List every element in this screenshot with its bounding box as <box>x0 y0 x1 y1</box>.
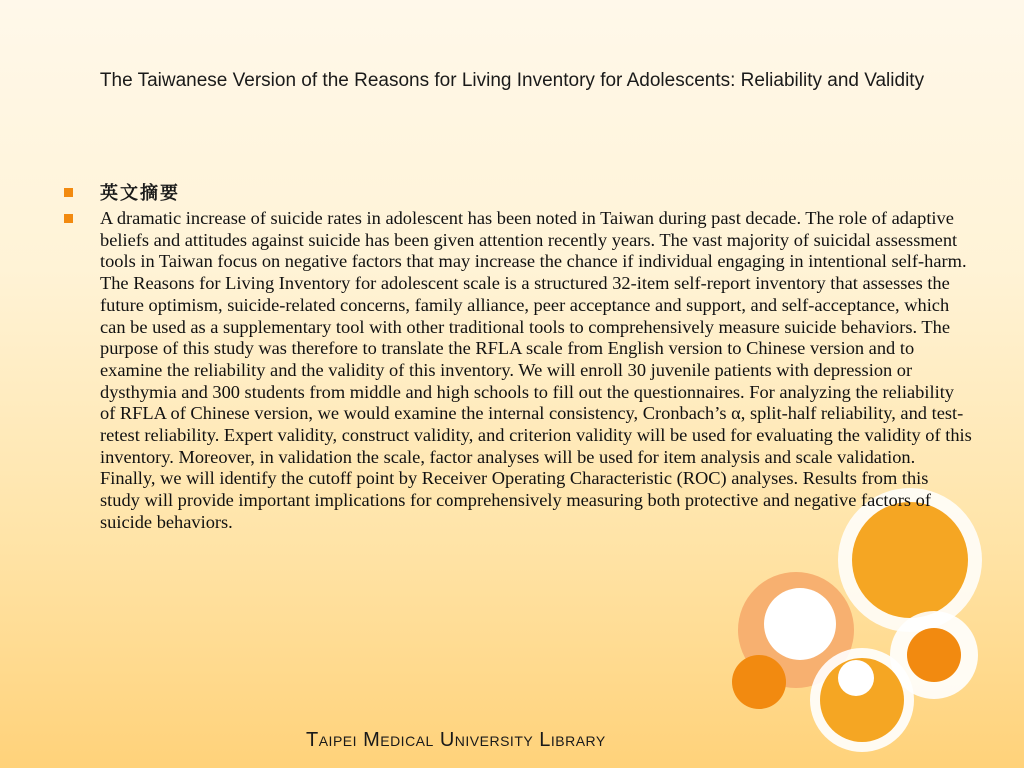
slide-title: The Taiwanese Version of the Reasons for Living Inventory for Adolescents: Reliability and Validity <box>99 70 925 91</box>
bullet-square-icon <box>64 214 73 223</box>
bullet-item-abstract <box>62 208 972 534</box>
abstract-text: A dramatic increase of suicide rates in adolescent has been noted in Taiwan during past decade. The role of adaptive beliefs and attitudes against suicide has been given attention recently years. The vast majority of suicidal assessment tools in Taiwan focus on negative factors that may increase the chance if individual engaging in intentional self-harm. The Reasons for Living Inventory for adolescent scale is a structured 32-item self-report inventory that assesses the future optimism, suicide-related concerns, family alliance, peer acceptance and support, and self-acceptance, which can be used as a supplementary tool with other traditional tools to comprehensively measure suicide behaviors. The purpose of this study was therefore to translate the RFLA scale from English version to Chinese version and to examine the reliability and the validity of this inventory. We will enroll 30 juvenile patients with depression or dysthymia and 300 students from middle and high schools to fill out the questionnaires. For analyzing the reliability of RFLA of Chinese version, we would examine the internal consistency, Cronbach’s α, split-half reliability, and test-retest reliability. Expert validity, construct validity, and criterion validity will be used for evaluating the validity of this inventory. Moreover, in validation the scale, factor analyses will be used for item analysis and scale validation. Finally, we will identify the cutoff point by Receiver Operating Characteristic (ROC) analyses. Results from this study will provide important implications for comprehensively measuring both protective and negative factors of suicide behaviors. <box>100 208 972 532</box>
decor-circle-orange-small <box>732 655 786 709</box>
bullet-item-heading <box>62 182 972 206</box>
bullet-square-icon <box>64 188 73 197</box>
bullet-list <box>62 182 972 536</box>
footer-library-name: Taipei Medical University Library <box>306 729 606 751</box>
decor-circle-orange-right <box>907 628 961 682</box>
decor-circle-white-center <box>764 588 836 660</box>
decor-circle-white-dot <box>838 660 874 696</box>
abstract-heading: 英文摘要 <box>100 183 180 204</box>
